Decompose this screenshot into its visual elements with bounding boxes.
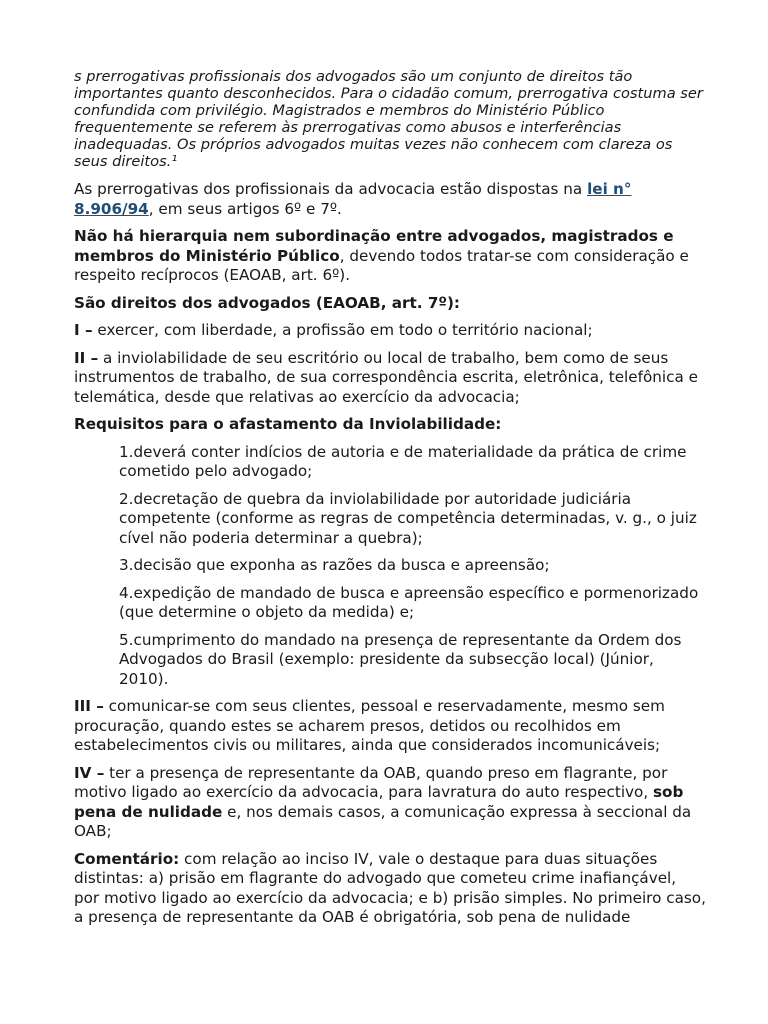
item-ii-text: a inviolabilidade de seu escritório ou local de trabalho, bem como de seus instrumentos de trabalho, de sua correspondência escrita, eletrônica, telefônica e telemática, desde que relativas ao exercício da advocacia; — [74, 348, 698, 406]
comment-text: com relação ao inciso IV, vale o destaque para duas situações distintas: a) prisão em flagrante do advogado que cometeu crime inafiançável, por motivo ligado ao exercício da advocacia; e b) prisão simples. No primeiro caso, a presença de representante da OAB é obrigatória, sob pena de nulidade — [74, 849, 706, 926]
item-iv-text-2: e, nos demais casos, a comunicação expressa à seccional da OAB; — [74, 802, 692, 840]
item-iii-text: comunicar-se com seus clientes, pessoal e reservadamente, mesmo sem procuração, quando estes se acharem presos, detidos ou recolhidos em estabelecimentos civis ou militares, ainda que considerados incomunicáveis; — [74, 697, 665, 754]
law-link[interactable]: lei n° 8.906/94 — [74, 180, 632, 218]
requirements-list — [74, 443, 706, 690]
requirements-heading — [74, 415, 706, 435]
item-iv — [74, 764, 706, 842]
rights-heading — [74, 294, 706, 314]
requirements-heading-text: Requisitos para o afastamento da Inviolabilidade: — [74, 415, 502, 433]
requirement-item: 3.decisão que exponha as razões da busca e apreensão; — [119, 556, 550, 574]
item-i-label: I – — [74, 321, 93, 339]
item-iii-label: III – — [74, 697, 104, 715]
item-iii — [74, 697, 706, 756]
law-text-after: , em seus artigos 6º e 7º. — [148, 199, 342, 218]
comment-paragraph — [74, 850, 706, 928]
comment-label: Comentário: — [74, 849, 180, 868]
item-iv-label: IV – — [74, 763, 105, 782]
item-i-text: exercer, com liberdade, a profissão em todo o território nacional; — [92, 321, 593, 339]
requirement-item: 2.decretação de quebra da inviolabilidade por autoridade judiciária competente (conforme as regras de competência determinadas, v. g., o juiz cível não poderia determinar a quebra); — [119, 489, 697, 547]
hierarchy-text: , devendo todos tratar-se com consideração e respeito recíprocos (EAOAB, art. 6º). — [74, 246, 689, 284]
requirement-item: 1.deverá conter indícios de autoria e de materialidade da prática de crime cometido pelo advogado; — [119, 442, 687, 480]
item-ii — [74, 349, 706, 408]
law-text-before: As prerrogativas dos profissionais da advocacia estão dispostas na — [74, 180, 588, 198]
rights-heading-text: São direitos dos advogados (EAOAB, art. 7º): — [74, 293, 461, 312]
item-iv-text-1: ter a presença de representante da OAB, quando preso em flagrante, por motivo ligado ao exercício da advocacia, para lavratura do auto respectivo, — [74, 763, 668, 801]
item-i — [74, 321, 706, 341]
item-iv-bold: sob pena de nulidade — [74, 783, 684, 821]
hierarchy-paragraph — [74, 227, 706, 286]
requirement-item: 4.expedição de mandado de busca e apreensão específico e pormenorizado (que determine o objeto da medida) e; — [119, 583, 699, 621]
item-ii-label: II – — [74, 348, 99, 367]
intro-paragraph: s prerrogativas profissionais dos advogados são um conjunto de direitos tão importantes quanto desconhecidos. Para o cidadão comum, prerrogativa costuma ser confundida com privilégio. Magistrados e membros do Ministério Público frequentemente se referem às prerrogativas como abusos e interferências inadequadas. Os próprios advogados muitas vezes não conhecem com clareza os seus direitos.¹ — [74, 68, 703, 170]
law-paragraph — [74, 180, 706, 219]
hierarchy-bold: Não há hierarquia nem subordinação entre advogados, magistrados e membros do Ministério Público — [74, 227, 674, 265]
requirement-item: 5.cumprimento do mandado na presença de representante da Ordem dos Advogados do Brasil (exemplo: presidente da subsecção local) (Júnior, 2010). — [119, 630, 682, 688]
